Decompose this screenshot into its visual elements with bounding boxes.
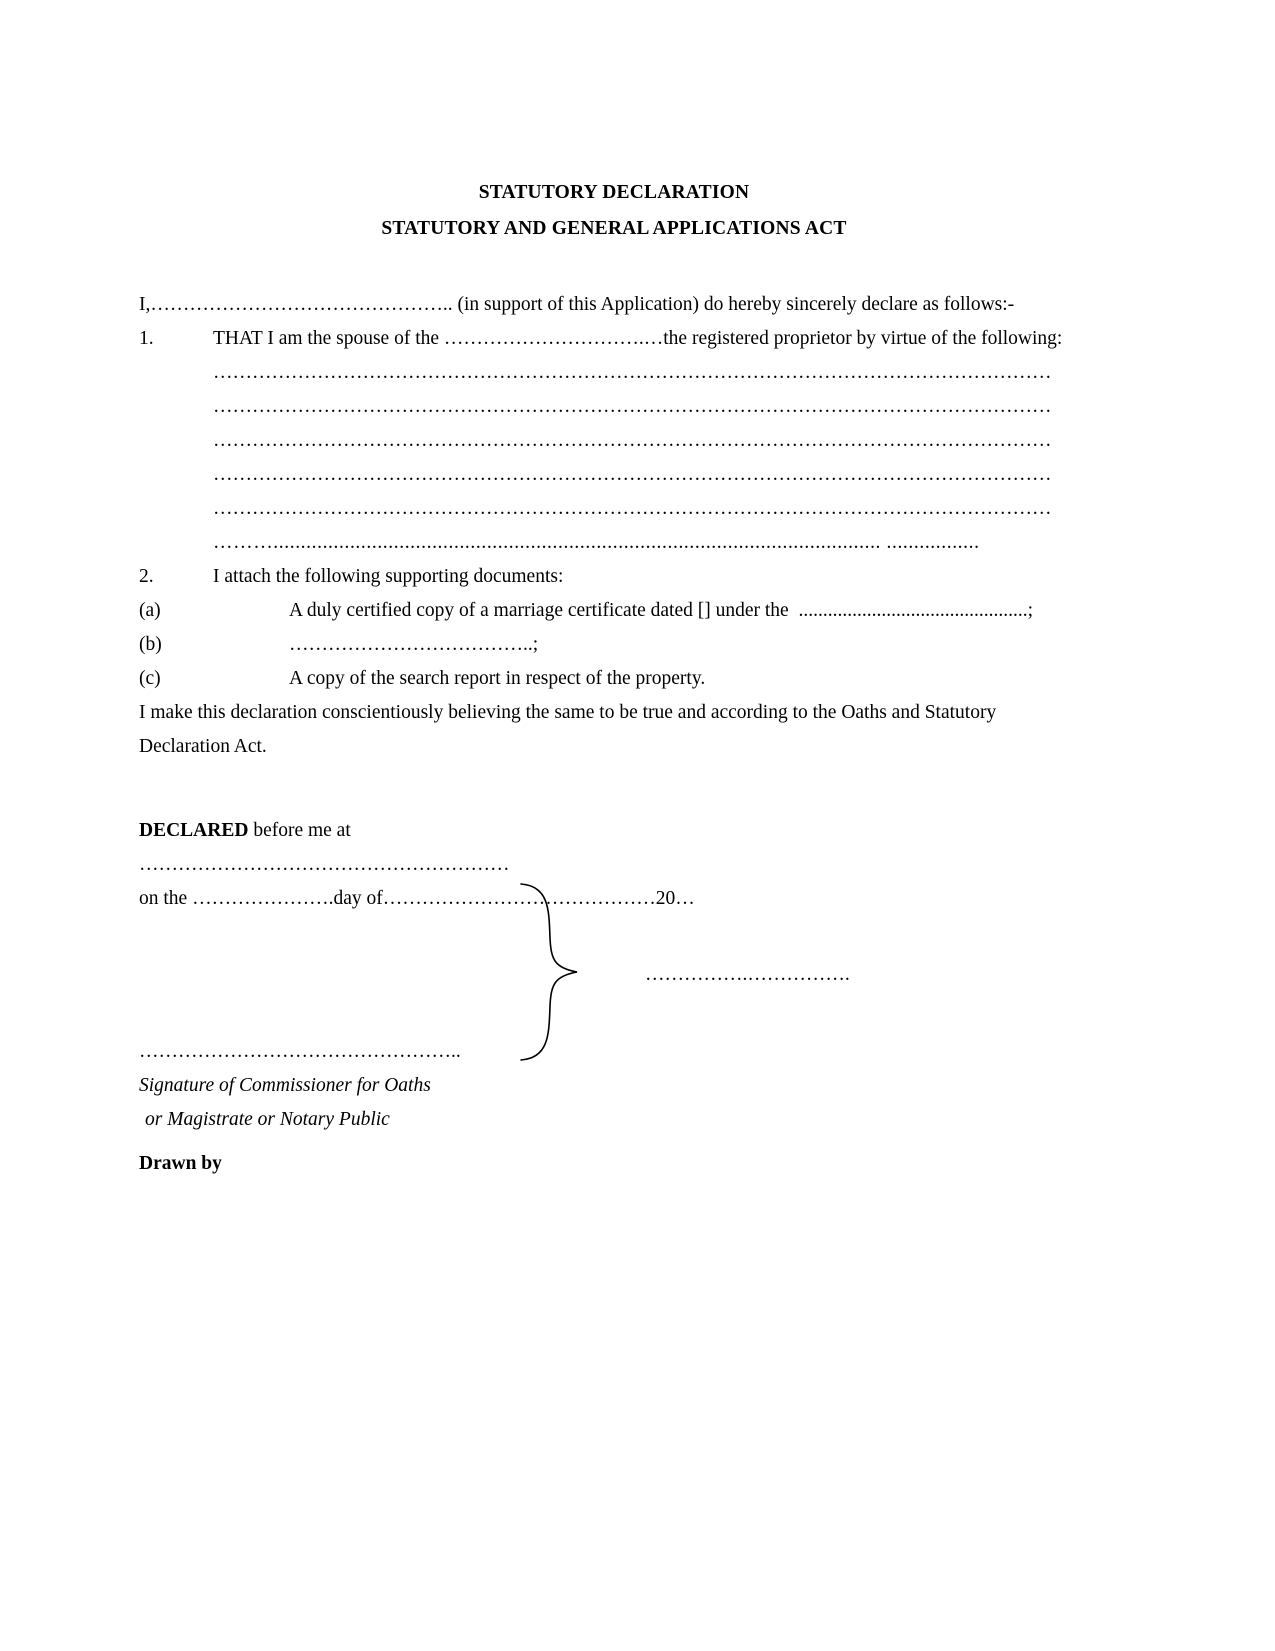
clause-2-item-a <box>139 594 1089 628</box>
spacer <box>139 1018 1089 1035</box>
clause-2-item-c-marker: (c) <box>139 668 161 689</box>
clause-1-fill-line: ………………………………………………………………………………………………………………… <box>213 362 1052 383</box>
document-subtitle: STATUTORY AND GENERAL APPLICATIONS ACT <box>381 218 847 239</box>
document-content <box>139 0 1089 1181</box>
clause-2-item-b-marker: (b) <box>139 634 162 655</box>
spacer <box>139 950 1089 984</box>
clause-2-marker: 2. <box>139 566 154 587</box>
clause-1-text: THAT I am the spouse of the ………………………….…the registered proprietor by virtue of the following: <box>213 328 1063 349</box>
clause-1-fill-line: ………………………………………………………………………………………………………………… <box>213 396 1052 417</box>
clause-2-item-c-text: A copy of the search report in respect of the property. <box>289 668 706 689</box>
clause-2-item-a-marker: (a) <box>139 600 161 621</box>
declared-rest: before me at <box>248 820 351 841</box>
declaration-date-line: on the ………………….day of……………………………………20… <box>139 888 695 909</box>
clause-1-marker: 1. <box>139 328 154 349</box>
spacer <box>139 916 1089 950</box>
clause-2-item-b <box>139 628 1089 662</box>
clause-2-text: I attach the following supporting documents: <box>213 566 564 587</box>
clause-2-item-c <box>139 662 1089 696</box>
clause-1-fill-line: ………………………………………………………………………………………………………………… <box>213 430 1052 451</box>
declaration-place-line: ………………………………………………… <box>139 854 510 875</box>
declaration-intro-line: I,……………………………………….. (in support of this Application) do hereby sincerely declare as follows:- <box>139 294 1015 315</box>
commissioner-seal-dotted-line: …………….……………. <box>645 964 850 985</box>
spacer <box>139 764 1089 814</box>
document-body <box>139 246 1089 1181</box>
document-heading-block <box>139 0 1089 246</box>
clause-1-fill-line: ………............................................................................................................... ................. <box>213 532 980 553</box>
drawn-by-label: Drawn by <box>139 1153 222 1174</box>
clause-2-item-b-text: ………………………………..; <box>289 634 539 655</box>
clause-1-row <box>139 322 1089 356</box>
page-title: STATUTORY DECLARATION <box>478 182 750 203</box>
declared-label: DECLARED <box>139 820 249 841</box>
clause-2-item-a-text: A duly certified copy of a marriage certificate dated [] under the ...............................................; <box>289 600 1034 621</box>
spacer <box>139 984 1089 1018</box>
commissioner-signature-line: ………………………………………….. <box>139 1041 461 1062</box>
clause-2-row <box>139 560 1089 594</box>
signature-caption-line-1: Signature of Commissioner for Oaths <box>139 1075 431 1096</box>
closing-paragraph: I make this declaration conscientiously believing the same to be true and according to the Oaths and Statutory Declaration Act. <box>139 702 1002 757</box>
declared-before-me-line <box>139 814 1089 848</box>
signature-caption-line-2: or Magistrate or Notary Public <box>145 1109 390 1130</box>
clause-1-fill-line: ………………………………………………………………………………………………………………… <box>213 464 1052 485</box>
clause-1-fill-line: ………………………………………………………………………………………………………………… <box>213 498 1052 519</box>
